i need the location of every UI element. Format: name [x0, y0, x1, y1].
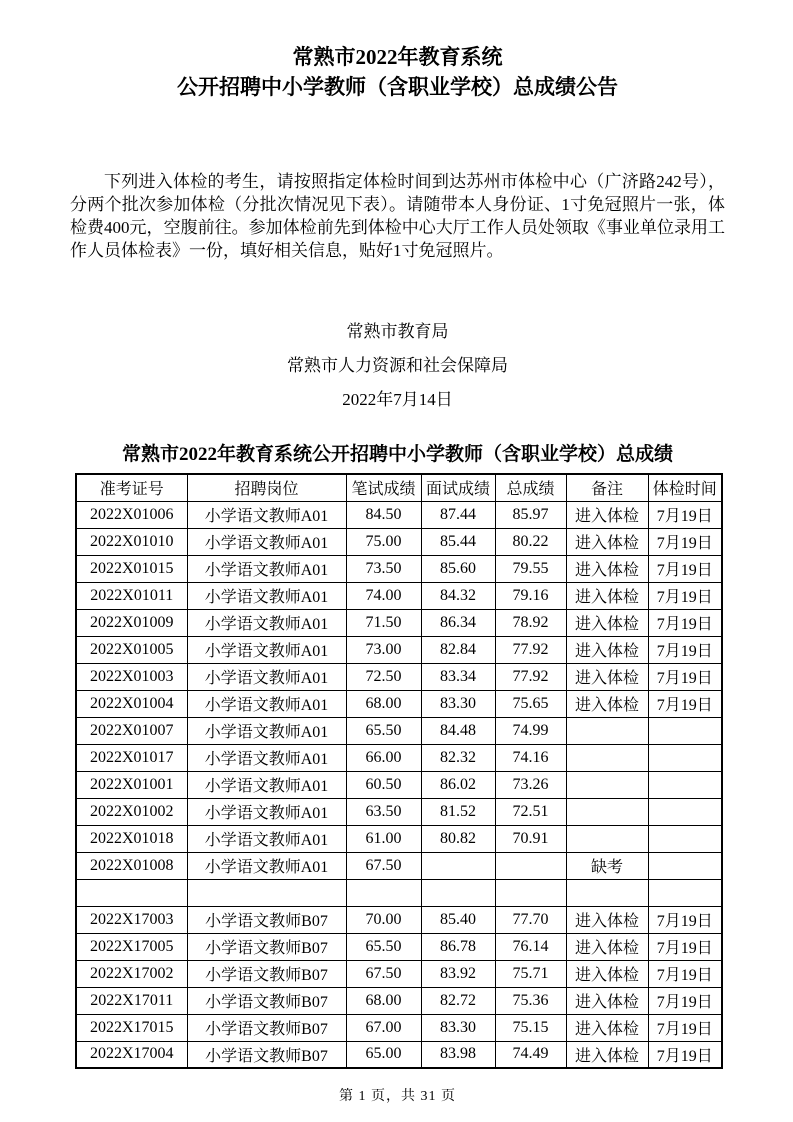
document-title-line1: 常熟市2022年教育系统	[292, 45, 503, 69]
table-cell: 72.50	[346, 663, 421, 690]
signature-block	[70, 322, 725, 410]
table-cell	[421, 879, 495, 906]
table-cell: 66.00	[346, 744, 421, 771]
table-cell: 小学语文教师A01	[187, 555, 346, 582]
table-cell	[566, 717, 648, 744]
table-row	[76, 636, 722, 663]
table-cell: 71.50	[346, 609, 421, 636]
table-cell: 2022X17005	[76, 933, 187, 960]
table-cell	[648, 879, 722, 906]
table-cell: 小学语文教师A01	[187, 528, 346, 555]
signature-org2: 常熟市人力资源和社会保障局	[287, 356, 508, 375]
table-cell: 小学语文教师A01	[187, 717, 346, 744]
table-row	[76, 906, 722, 933]
table-cell: 84.48	[421, 717, 495, 744]
page-footer: 第 1 页，共 31 页	[339, 1089, 456, 1104]
table-cell	[648, 852, 722, 879]
table-header-cell: 备注	[566, 474, 648, 501]
table-row	[76, 1014, 722, 1041]
table-cell: 83.98	[421, 1041, 495, 1068]
table-cell: 83.30	[421, 690, 495, 717]
table-cell: 76.14	[495, 933, 566, 960]
table-cell: 67.50	[346, 852, 421, 879]
table-cell: 进入体检	[566, 1014, 648, 1041]
table-cell: 83.34	[421, 663, 495, 690]
table-row	[76, 1041, 722, 1068]
table-cell	[346, 879, 421, 906]
table-cell: 67.50	[346, 960, 421, 987]
table-cell: 70.00	[346, 906, 421, 933]
table-cell: 7月19日	[648, 690, 722, 717]
table-cell: 2022X17002	[76, 960, 187, 987]
table-cell: 73.00	[346, 636, 421, 663]
table-cell	[566, 825, 648, 852]
table-cell: 79.16	[495, 582, 566, 609]
table-cell: 65.00	[346, 1041, 421, 1068]
table-cell: 75.15	[495, 1014, 566, 1041]
body-paragraph: 下列进入体检的考生，请按照指定体检时间到达苏州市体检中心（广济路242号），分两个批次参加体检（分批次情况见下表）。请随带本人身份证、1寸免冠照片一张，体检费400元，空腹前往。参加体检前先到体检中心大厅工作人员处领取《事业单位录用工作人员体检表》一份，填好相关信息，贴好1寸免冠照片。	[70, 172, 725, 260]
table-cell: 83.30	[421, 1014, 495, 1041]
document-title	[70, 42, 725, 102]
table-cell: 87.44	[421, 501, 495, 528]
table-cell: 77.92	[495, 663, 566, 690]
table-cell: 进入体检	[566, 609, 648, 636]
table-cell: 7月19日	[648, 1014, 722, 1041]
table-cell	[566, 798, 648, 825]
table-cell: 小学语文教师B07	[187, 933, 346, 960]
table-cell: 小学语文教师A01	[187, 636, 346, 663]
table-header-cell: 面试成绩	[421, 474, 495, 501]
table-cell: 进入体检	[566, 906, 648, 933]
table-cell: 小学语文教师B07	[187, 987, 346, 1014]
table-header-row	[76, 474, 722, 501]
table-cell: 7月19日	[648, 582, 722, 609]
table-cell	[421, 852, 495, 879]
table-cell: 85.40	[421, 906, 495, 933]
table-cell	[648, 717, 722, 744]
table-cell: 2022X01018	[76, 825, 187, 852]
table-cell: 77.70	[495, 906, 566, 933]
table-row	[76, 582, 722, 609]
table-cell: 86.78	[421, 933, 495, 960]
table-cell: 65.50	[346, 717, 421, 744]
table-cell	[648, 798, 722, 825]
table-cell: 7月19日	[648, 555, 722, 582]
table-cell: 86.02	[421, 771, 495, 798]
table-cell: 2022X01004	[76, 690, 187, 717]
table-cell: 小学语文教师A01	[187, 501, 346, 528]
table-cell	[566, 744, 648, 771]
table-cell: 82.72	[421, 987, 495, 1014]
table-cell: 小学语文教师A01	[187, 771, 346, 798]
table-cell	[187, 879, 346, 906]
table-cell: 小学语文教师A01	[187, 825, 346, 852]
table-row	[76, 798, 722, 825]
table-cell: 小学语文教师A01	[187, 744, 346, 771]
table-cell: 2022X01017	[76, 744, 187, 771]
table-cell: 小学语文教师A01	[187, 852, 346, 879]
table-cell	[76, 879, 187, 906]
table-cell: 小学语文教师B07	[187, 1041, 346, 1068]
table-row	[76, 690, 722, 717]
table-cell: 60.50	[346, 771, 421, 798]
table-cell: 7月19日	[648, 933, 722, 960]
table-row	[76, 879, 722, 906]
table-cell: 73.50	[346, 555, 421, 582]
table-cell: 78.92	[495, 609, 566, 636]
table-cell: 2022X01005	[76, 636, 187, 663]
table-cell: 小学语文教师A01	[187, 582, 346, 609]
table-cell: 小学语文教师A01	[187, 798, 346, 825]
table-cell: 61.00	[346, 825, 421, 852]
table-cell: 2022X17004	[76, 1041, 187, 1068]
table-cell: 进入体检	[566, 582, 648, 609]
document-title-line2: 公开招聘中小学教师（含职业学校）总成绩公告	[177, 75, 618, 99]
table-cell	[566, 771, 648, 798]
table-cell: 74.99	[495, 717, 566, 744]
table-cell: 进入体检	[566, 663, 648, 690]
table-cell: 74.16	[495, 744, 566, 771]
table-cell: 进入体检	[566, 690, 648, 717]
table-row	[76, 744, 722, 771]
signature-date: 2022年7月14日	[342, 390, 453, 409]
results-table-body	[76, 501, 722, 1068]
table-cell: 75.65	[495, 690, 566, 717]
table-cell: 小学语文教师A01	[187, 663, 346, 690]
table-cell: 进入体检	[566, 555, 648, 582]
results-table-title: 常熟市2022年教育系统公开招聘中小学教师（含职业学校）总成绩	[121, 444, 673, 465]
table-cell: 7月19日	[648, 663, 722, 690]
table-header-cell: 体检时间	[648, 474, 722, 501]
table-row	[76, 555, 722, 582]
table-cell: 7月19日	[648, 609, 722, 636]
table-cell: 小学语文教师A01	[187, 690, 346, 717]
table-cell	[495, 852, 566, 879]
table-cell	[566, 879, 648, 906]
table-cell: 72.51	[495, 798, 566, 825]
signature-org1: 常熟市教育局	[346, 322, 449, 341]
table-cell: 85.60	[421, 555, 495, 582]
table-cell: 68.00	[346, 987, 421, 1014]
table-header-cell: 笔试成绩	[346, 474, 421, 501]
table-cell: 2022X01006	[76, 501, 187, 528]
table-cell: 68.00	[346, 690, 421, 717]
table-cell: 77.92	[495, 636, 566, 663]
table-row	[76, 825, 722, 852]
table-cell: 7月19日	[648, 528, 722, 555]
table-cell: 7月19日	[648, 987, 722, 1014]
table-cell: 80.82	[421, 825, 495, 852]
table-cell: 进入体检	[566, 636, 648, 663]
table-cell: 75.71	[495, 960, 566, 987]
results-table	[75, 473, 723, 1069]
table-cell: 70.91	[495, 825, 566, 852]
table-cell: 缺考	[566, 852, 648, 879]
table-cell: 63.50	[346, 798, 421, 825]
table-cell: 7月19日	[648, 906, 722, 933]
table-cell: 小学语文教师B07	[187, 906, 346, 933]
table-row	[76, 960, 722, 987]
table-row	[76, 933, 722, 960]
table-cell: 2022X01008	[76, 852, 187, 879]
table-cell: 进入体检	[566, 933, 648, 960]
table-cell: 2022X01002	[76, 798, 187, 825]
table-cell	[495, 879, 566, 906]
table-cell: 65.50	[346, 933, 421, 960]
table-header-cell: 准考证号	[76, 474, 187, 501]
table-row	[76, 987, 722, 1014]
table-cell: 小学语文教师A01	[187, 609, 346, 636]
table-row	[76, 663, 722, 690]
table-cell	[648, 825, 722, 852]
table-cell: 75.00	[346, 528, 421, 555]
table-cell: 2022X01010	[76, 528, 187, 555]
table-row	[76, 852, 722, 879]
table-cell: 73.26	[495, 771, 566, 798]
table-cell: 84.32	[421, 582, 495, 609]
table-cell: 进入体检	[566, 960, 648, 987]
table-cell: 进入体检	[566, 987, 648, 1014]
table-cell: 85.97	[495, 501, 566, 528]
table-row	[76, 501, 722, 528]
table-cell: 2022X01009	[76, 609, 187, 636]
table-cell: 小学语文教师B07	[187, 960, 346, 987]
table-cell: 2022X01015	[76, 555, 187, 582]
table-cell: 85.44	[421, 528, 495, 555]
table-cell: 83.92	[421, 960, 495, 987]
table-cell: 7月19日	[648, 501, 722, 528]
table-cell: 7月19日	[648, 636, 722, 663]
table-cell: 82.84	[421, 636, 495, 663]
table-cell: 小学语文教师B07	[187, 1014, 346, 1041]
table-cell: 2022X17011	[76, 987, 187, 1014]
table-cell: 80.22	[495, 528, 566, 555]
table-cell: 7月19日	[648, 1041, 722, 1068]
table-cell: 79.55	[495, 555, 566, 582]
table-cell: 进入体检	[566, 501, 648, 528]
table-cell: 2022X01007	[76, 717, 187, 744]
table-cell: 2022X17015	[76, 1014, 187, 1041]
table-row	[76, 717, 722, 744]
table-cell: 67.00	[346, 1014, 421, 1041]
table-header-cell: 招聘岗位	[187, 474, 346, 501]
table-cell	[648, 771, 722, 798]
table-row	[76, 528, 722, 555]
table-cell: 86.34	[421, 609, 495, 636]
table-cell: 进入体检	[566, 1041, 648, 1068]
table-row	[76, 609, 722, 636]
table-cell: 74.00	[346, 582, 421, 609]
table-cell: 84.50	[346, 501, 421, 528]
table-header-cell: 总成绩	[495, 474, 566, 501]
table-cell: 2022X01011	[76, 582, 187, 609]
table-cell: 75.36	[495, 987, 566, 1014]
table-cell: 进入体检	[566, 528, 648, 555]
table-cell: 2022X01001	[76, 771, 187, 798]
table-cell: 2022X01003	[76, 663, 187, 690]
table-row	[76, 771, 722, 798]
table-cell: 2022X17003	[76, 906, 187, 933]
table-cell: 7月19日	[648, 960, 722, 987]
table-cell: 81.52	[421, 798, 495, 825]
table-cell: 82.32	[421, 744, 495, 771]
table-cell	[648, 744, 722, 771]
table-cell: 74.49	[495, 1041, 566, 1068]
